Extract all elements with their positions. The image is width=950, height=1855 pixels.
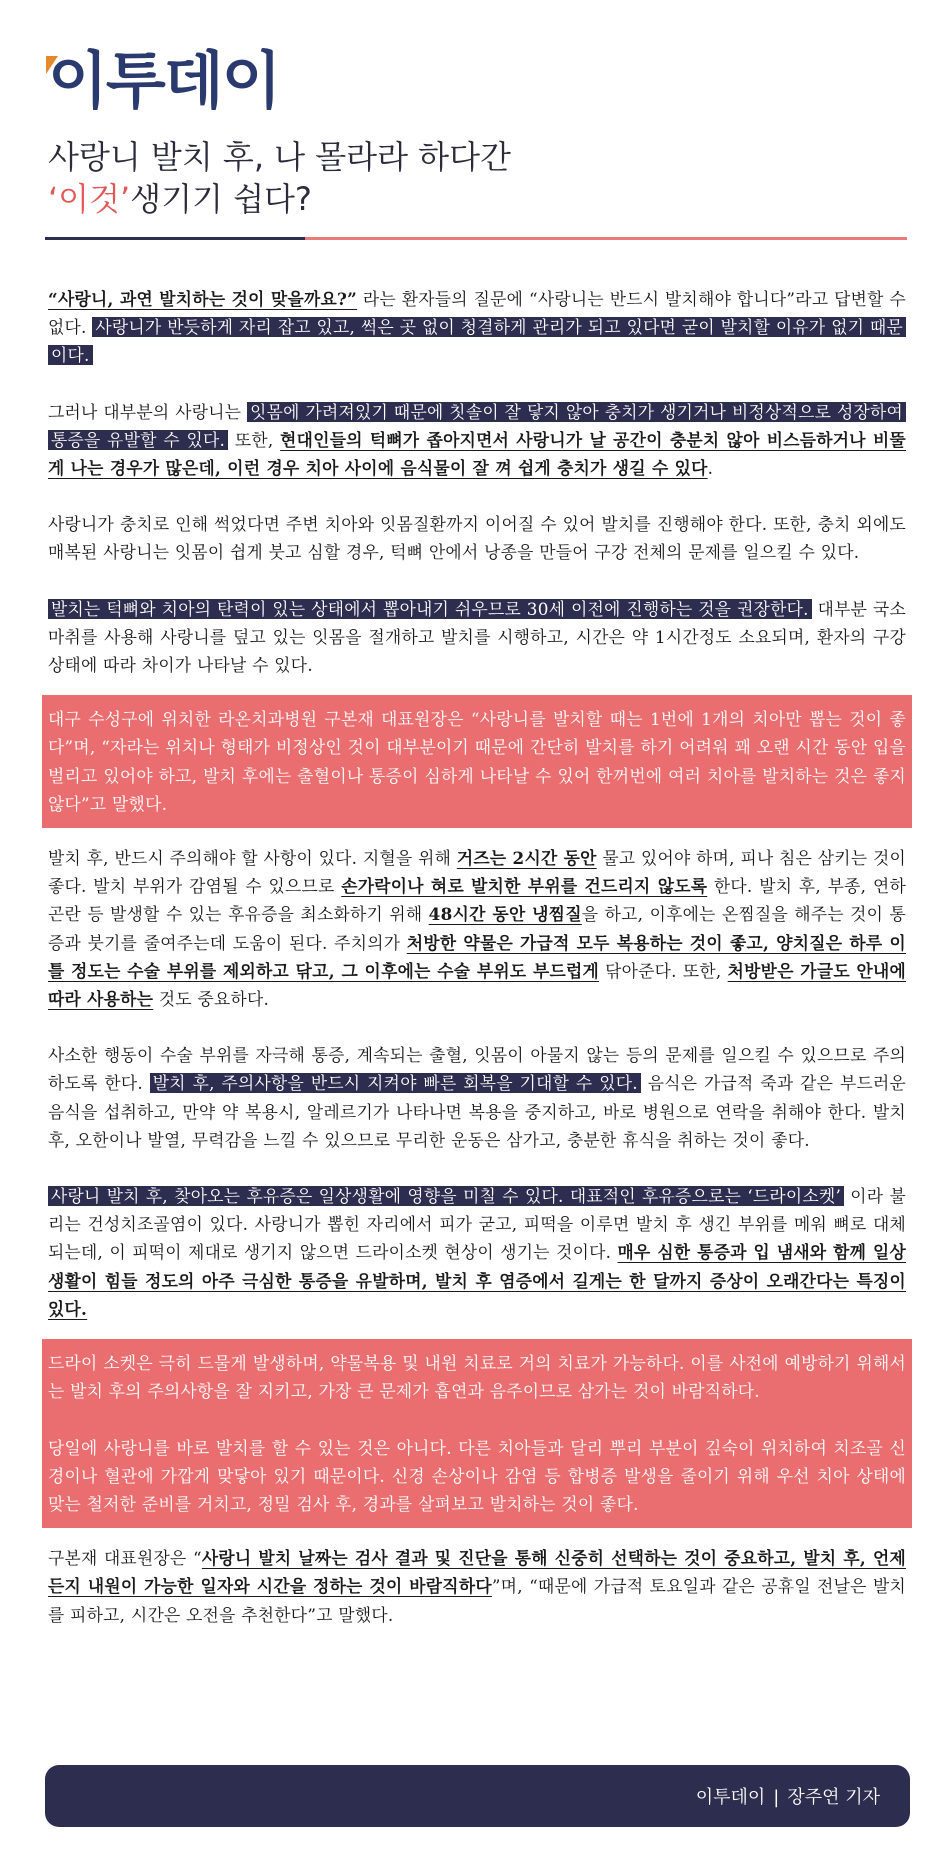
- quote-box-1: [42, 695, 912, 828]
- underlined-text: 사랑니 발치 날짜는 검사 결과 및 진단을 통해 신중히 선택하는 것이 중요하고, 발치 후, 언제든지 내원이 가능한 일자와 시간을 정하는 것이 바람직하다: [48, 1548, 906, 1597]
- text-run: .: [707, 458, 714, 479]
- quote-box-2-para-1: 드라이 소켓은 극히 드물게 발생하며, 약물복용 및 내원 치료로 거의 치료가 가능하다. 이를 사전에 예방하기 위해서는 발치 후의 주의사항을 잘 지키고, 가장 큰 문제가 흡연과 음주이므로 삼가는 것이 바람직하다.: [48, 1353, 906, 1402]
- text-run: 대부분 국소 마취를 사용해 사랑니를 덮고 있는 잇몸을 절개하고 발치를 시행하고, 시간은 약 1시간정도 소요되며, 환자의 구강 상태에 따라 차이가 나타날 수 있다.: [48, 598, 906, 676]
- text-run: 또한,: [228, 429, 281, 450]
- text-run: 한다. 발치 후, 부종, 연하곤란 등 발생할 수 있는 후유증을 최소화하기 위해: [48, 876, 906, 925]
- text-run: 이라 불리는 건성치조골염이 있다. 사랑니가 뽑힌 자리에서 피가 굳고, 피떡을 이루면 발치 후 생긴 부위를 메워 뼈로 대체되는데, 이 피떡이 제대로 생기지 않으면 드라이소켓 현상이 생기는 것이다.: [48, 1186, 906, 1263]
- article-body: [48, 285, 906, 1629]
- underlined-text: 매우 심한 통증과 입 냄새와 함께 일상생활이 힘들 정도의 아주 극심한 통증을 유발하며, 발치 후 염증에서 길게는 한 달까지 증상이 오래간다는 특징이 있다.: [48, 1242, 907, 1319]
- paragraph-4: [48, 595, 906, 680]
- headline-line2: 생기기 쉽다?: [130, 180, 312, 218]
- paragraph-2: [48, 398, 906, 483]
- title-divider-red: [305, 237, 907, 240]
- underlined-text: 손가락이나 혀로 발치한 부위를 건드리지 않도록: [341, 876, 708, 897]
- underlined-text: 처방받은 가글도 안내에 따라 사용하는: [48, 960, 906, 1010]
- text-run: 닦아준다. 또한,: [599, 960, 728, 981]
- paragraph-6: [48, 1041, 906, 1154]
- highlight-block: 잇몸에 가려져있기 때문에 칫솔이 잘 닿지 않아 충치가 생기거나 비정상적으로 성장하여 통증을 유발할 수 있다.: [48, 402, 906, 450]
- paragraph-7: [48, 1182, 906, 1323]
- quote-question: “사랑니, 과연 발치하는 것이 맞을까요?”: [48, 289, 358, 309]
- quote-box-2-para-2: 당일에 사랑니를 바로 발치를 할 수 있는 것은 아니다. 다른 치아들과 달리 뿌리 부분이 깊숙이 위치하여 치조골 신경이나 혈관에 가깝게 맞닿아 있기 때문이다. 신경 손상이나 감염 등 합병증 발생을 줄이기 위해 우선 치아 상태에 맞는 철저한 준비를 거치고, 정밀 검사 후, 경과를 살펴보고 발치하는 것이 좋다.: [48, 1437, 906, 1514]
- footer-outlet: 이투데이: [695, 1787, 766, 1808]
- quote-box-2: [42, 1339, 912, 1528]
- brand-logo[interactable]: [48, 44, 280, 117]
- text-run: 라는 환자들의 질문에 “사랑니는 반드시 발치해야 합니다”라고 답변할 수 없다.: [48, 289, 906, 338]
- underlined-text: 거즈는 2시간 동안: [456, 848, 597, 869]
- text-run: 발치 후, 반드시 주의해야 할 사항이 있다. 지혈을 위해: [48, 848, 457, 869]
- text-run: 사소한 행동이 수술 부위를 자극해 통증, 계속되는 출혈, 잇몸이 아물지 않는 등의 문제를 일으킬 수 있으므로 주의하도록 한다.: [48, 1045, 906, 1094]
- text-run: 음식은 가급적 죽과 같은 부드러운 음식을 섭취하고, 만약 약 복용시, 알레르기가 나타나면 복용을 중지하고, 바로 병원으로 연락을 취해야 한다. 발치 후, 오한이나 발열, 무력감을 느낄 수 있으므로 무리한 운동은 삼가고, 충분한 휴식을 취하는 것이 좋다.: [48, 1073, 906, 1150]
- logo-accent-icon: [46, 56, 58, 74]
- page-title: [48, 136, 511, 220]
- footer-reporter: 장주연 기자: [787, 1787, 880, 1808]
- underlined-text: 48시간 동안 냉찜질: [428, 904, 582, 925]
- text-run: 그러나 대부분의 사랑니는: [48, 401, 248, 422]
- paragraph-5: [48, 844, 906, 1013]
- text-run: 물고 있어야 하며, 피나 침은 삼키는 것이 좋다. 발치 부위가 감염될 수 있으므로: [48, 848, 906, 897]
- paragraph-1: [48, 285, 906, 370]
- underlined-text: 처방한 약물은 가급적 모두 복용하는 것이 좋고, 양치질은 하루 이틀 정도는 수술 부위를 제외하고 닦고, 그 이후에는 수술 부위도 부드럽게: [48, 932, 906, 981]
- headline-highlight: ‘이것’: [48, 180, 131, 218]
- text-run: ”며, “때문에 가급적 토요일과 같은 공휴일 전날은 발치를 피하고, 시간은 오전을 추천한다”고 말했다.: [48, 1576, 906, 1625]
- text-run: 것도 중요하다.: [153, 989, 270, 1010]
- highlight-block: 발치는 턱뼈와 치아의 탄력이 있는 상태에서 뽑아내기 쉬우므로 30세 이전에 진행하는 것을 권장한다.: [48, 599, 812, 619]
- highlight-block: 사랑니 발치 후, 찾아오는 후유증은 일상생활에 영향을 미칠 수 있다. 대표적인 후유증으로는 ‘드라이소켓’: [48, 1186, 844, 1206]
- brand-logo-text: 이투데이: [48, 44, 280, 117]
- underlined-text: 현대인들의 턱뼈가 좁아지면서 사랑니가 날 공간이 충분치 않아 비스듬하거나 비뚤게 나는 경우가 많은데, 이런 경우 치아 사이에 음식물이 잘 껴 쉽게 충치가 생길 수 있다: [48, 429, 906, 479]
- footer-bar: [45, 1765, 910, 1827]
- byline: [696, 1783, 880, 1809]
- quote-box-1-text: 대구 수성구에 위치한 라온치과병원 구본재 대표원장은 “사랑니를 발치할 때는 1번에 1개의 치아만 뽑는 것이 좋다”며, “자라는 위치나 형태가 비정상인 것이 대부분이기 때문에 간단히 발치를 하기 어려워 꽤 오랜 시간 동안 입을 벌리고 있어야 하고, 발치 후에는 출혈이나 통증이 심하게 나타날 수 있어 한꺼번에 여러 치아를 발치하는 것은 좋지 않다”고 말했다.: [48, 709, 906, 814]
- highlight-block: 사랑니가 반듯하게 자리 잡고 있고, 썩은 곳 없이 청결하게 관리가 되고 있다면 굳이 발치할 이유가 없기 때문이다.: [48, 317, 906, 365]
- text-run: 을 하고, 이후에는 온찜질을 해주는 것이 통증과 붓기를 줄여주는데 도움이 된다. 주치의가: [48, 904, 906, 953]
- paragraph-3: 사랑니가 충치로 인해 썩었다면 주변 치아와 잇몸질환까지 이어질 수 있어 발치를 진행해야 한다. 또한, 충치 외에도 매복된 사랑니는 잇몸이 쉽게 붓고 심할 경우, 턱뼈 안에서 낭종을 만들어 구강 전체의 문제를 일으킬 수 있다.: [48, 514, 906, 563]
- title-divider-dark: [45, 237, 305, 240]
- highlight-block: 발치 후, 주의사항을 반드시 지켜야 빠른 회복을 기대할 수 있다.: [150, 1073, 641, 1093]
- headline-line1: 사랑니 발치 후, 나 몰라라 하다간: [48, 138, 511, 176]
- footer-separator: |: [773, 1787, 780, 1808]
- paragraph-8: [48, 1544, 906, 1629]
- text-run: 구본재 대표원장은 “: [48, 1548, 202, 1569]
